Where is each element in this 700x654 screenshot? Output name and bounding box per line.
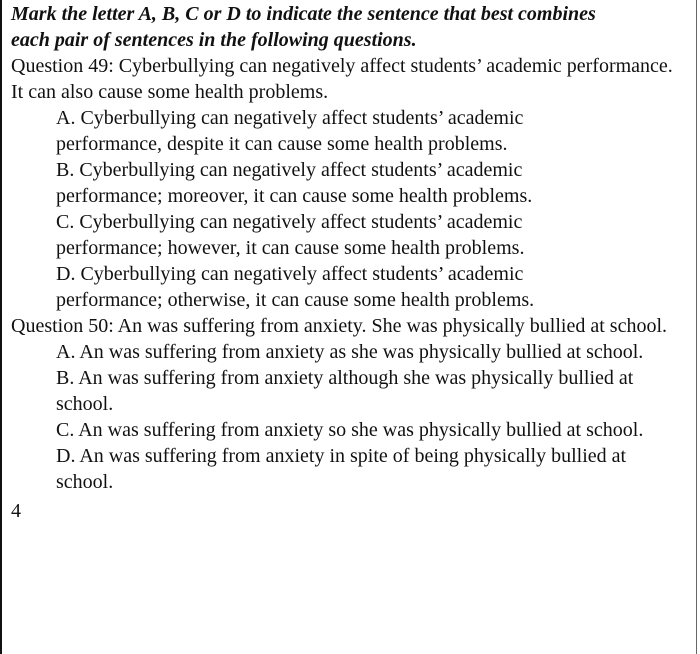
question-49-option-d: D. Cyberbullying can negatively affect students’ academic performance; otherwise, it can cause some health problems.	[56, 263, 535, 311]
question-49-option-c: C. Cyberbullying can negatively affect students’ academic performance; however, it can cause some health problems.	[56, 211, 525, 259]
question-49-options	[11, 105, 697, 313]
document-content	[11, 1, 697, 524]
question-49-option-b: B. Cyberbullying can negatively affect students’ academic performance; moreover, it can cause some health problems.	[56, 159, 533, 207]
question-50-stem: Question 50: An was suffering from anxiety. She was physically bullied at school.	[11, 315, 668, 337]
page-number: 4	[11, 500, 21, 522]
question-50	[11, 313, 697, 495]
instructions: Mark the letter A, B, C or D to indicate the sentence that best combines each pair of sentences in the following questions.	[11, 3, 596, 51]
question-49-option-a: A. Cyberbullying can negatively affect students’ academic performance, despite it can cause some health problems.	[56, 107, 524, 155]
question-50-option-d: D. An was suffering from anxiety in spite of being physically bullied at school.	[56, 445, 627, 493]
question-50-option-a: A. An was suffering from anxiety as she was physically bullied at school.	[56, 341, 644, 363]
question-49	[11, 53, 697, 313]
question-50-option-c: C. An was suffering from anxiety so she was physically bullied at school.	[56, 419, 644, 441]
question-49-stem: Question 49: Cyberbullying can negatively affect students’ academic performance. It can also cause some health problems.	[11, 55, 673, 103]
question-50-options	[11, 339, 697, 495]
question-50-option-b: B. An was suffering from anxiety although she was physically bullied at school.	[56, 367, 634, 415]
